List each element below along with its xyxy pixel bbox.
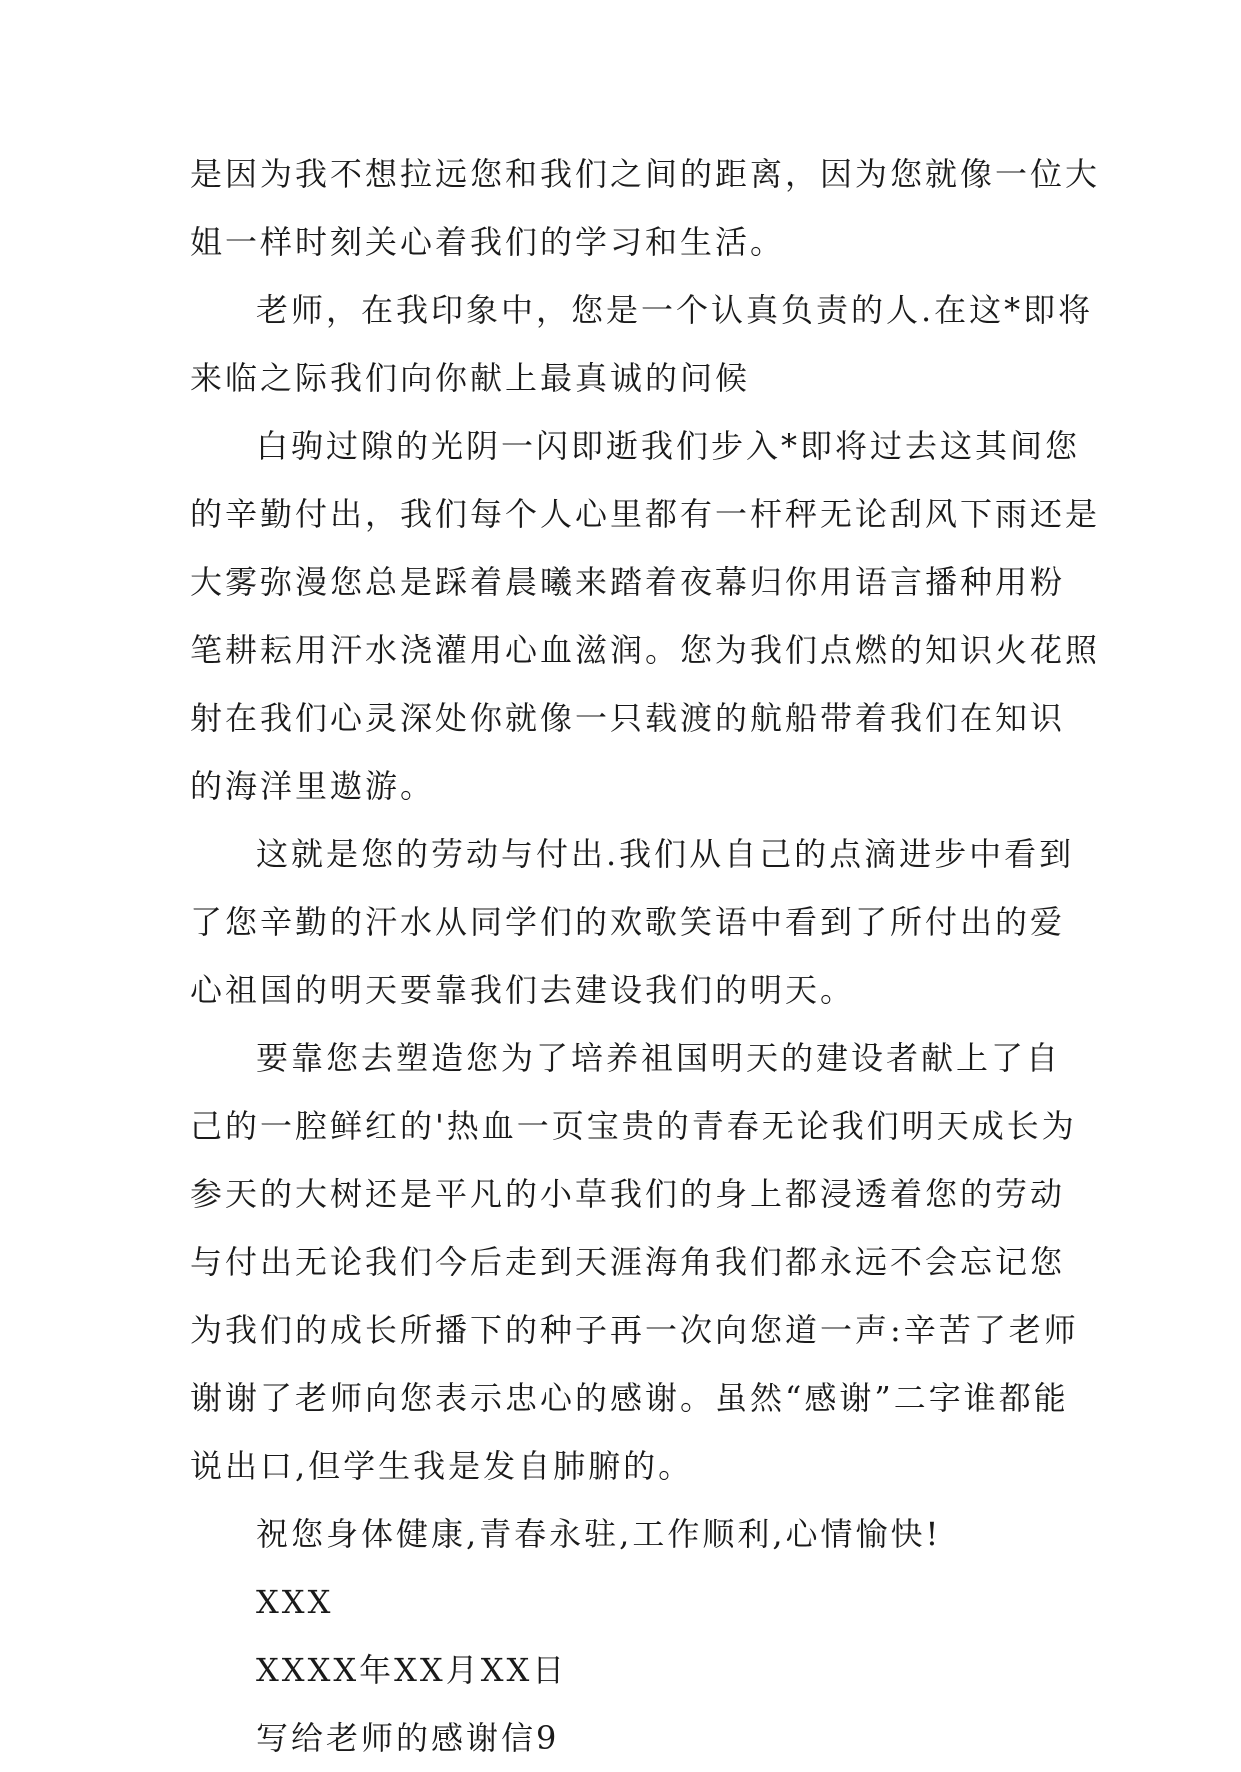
document-page	[190, 140, 1101, 1772]
closing-wishes: 祝您身体健康,青春永驻,工作顺利,心情愉快!	[256, 1515, 942, 1553]
text-line: 说出口,但学生我是发自肺腑的。	[190, 1447, 694, 1485]
signature: XXX	[256, 1583, 334, 1621]
text-line: 的海洋里遨游。	[190, 767, 436, 805]
text-line: 了您辛勤的汗水从同学们的欢歌笑语中看到了所付出的爱	[190, 903, 1066, 941]
text-line: 己的一腔鲜红的'热血一页宝贵的青春无论我们明天成长为	[190, 1107, 1077, 1145]
date-line: XXXX年XX月XX日	[256, 1651, 568, 1689]
text-line: 为我们的成长所播下的种子再一次向您道一声:辛苦了老师	[190, 1311, 1079, 1349]
text-line: 来临之际我们向你献上最真诚的问候	[190, 359, 751, 397]
paragraph-start-line: 白驹过隙的光阴一闪即逝我们步入*即将过去这其间您	[256, 427, 1081, 465]
paragraph-start-line: 老师，在我印象中，您是一个认真负责的人.在这*即将	[256, 291, 1094, 329]
text-line: 心祖国的明天要靠我们去建设我们的明天。	[190, 971, 856, 1009]
text-line: 参天的大树还是平凡的小草我们的身上都浸透着您的劳动	[190, 1175, 1066, 1213]
text-line: 大雾弥漫您总是踩着晨曦来踏着夜幕归你用语言播种用粉	[190, 563, 1066, 601]
text-line: 射在我们心灵深处你就像一只载渡的航船带着我们在知识	[190, 699, 1066, 737]
next-section-title: 写给老师的感谢信9	[256, 1719, 560, 1757]
text-line: 谢谢了老师向您表示忠心的感谢。虽然“感谢”二字谁都能	[190, 1379, 1069, 1417]
text-line: 姐一样时刻关心着我们的学习和生活。	[190, 223, 786, 261]
paragraph-start-line: 要靠您去塑造您为了培养祖国明天的建设者献上了自	[256, 1039, 1062, 1077]
text-line: 的辛勤付出，我们每个人心里都有一杆秤无论刮风下雨还是	[190, 495, 1101, 533]
text-line: 是因为我不想拉远您和我们之间的距离，因为您就像一位大	[190, 155, 1101, 193]
text-line: 与付出无论我们今后走到天涯海角我们都永远不会忘记您	[190, 1243, 1066, 1281]
text-line: 笔耕耘用汗水浇灌用心血滋润。您为我们点燃的知识火花照	[190, 631, 1101, 669]
paragraph-start-line: 这就是您的劳动与付出.我们从自己的点滴进步中看到	[256, 835, 1075, 873]
